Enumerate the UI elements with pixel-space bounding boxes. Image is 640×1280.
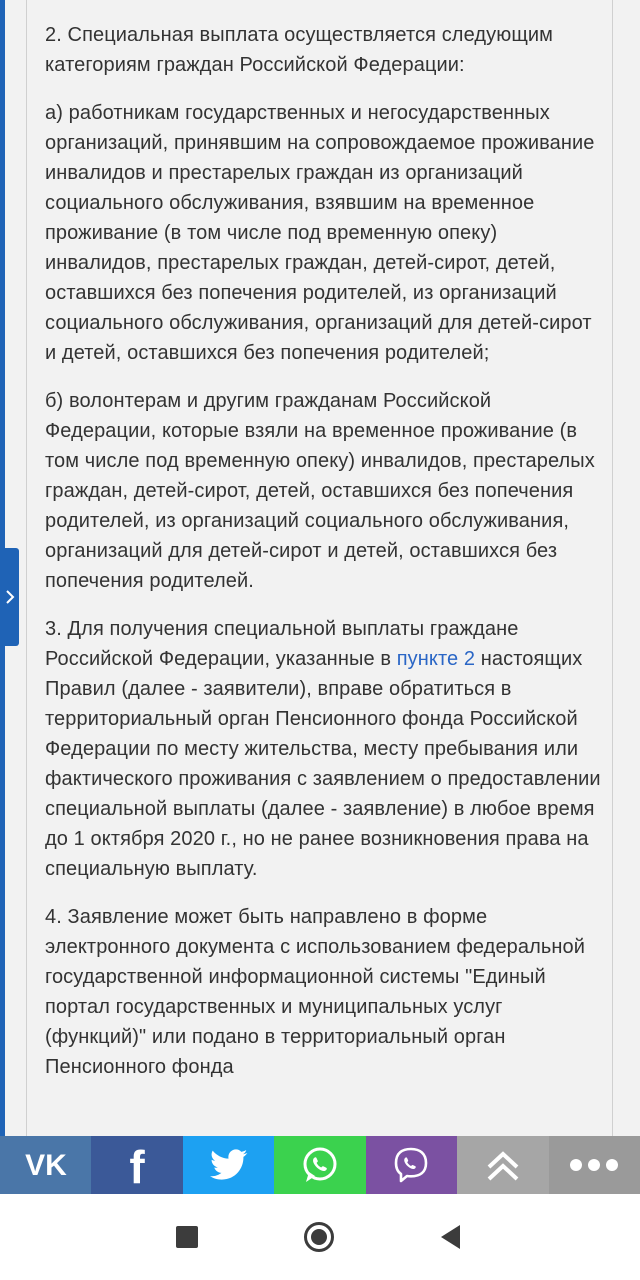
svg-text:VK: VK	[24, 1150, 67, 1180]
share-twitter-button[interactable]	[183, 1136, 274, 1194]
scroll-top-button[interactable]	[457, 1136, 548, 1194]
share-bar	[0, 1136, 640, 1194]
vk-icon	[22, 1150, 70, 1180]
paragraph-2a: а) работникам государственных и негосударственных организаций, принявшим на сопровождаемое проживание инвалидов и престарелых граждан из организаций социального обслуживания, взявшим на временное проживание (в том числе под временную опеку) инвалидов, престарелых граждан, детей-сирот, детей, оставшихся без попечения родителей, из организаций социального обслуживания, организаций для детей-сирот и детей, оставшихся без попечения родителей;	[45, 102, 595, 364]
share-whatsapp-button[interactable]	[274, 1136, 365, 1194]
content-border-right	[612, 0, 613, 1136]
paragraph-3	[45, 614, 605, 884]
paragraph-2: 2. Специальная выплата осуществляется следующим категориям граждан Российской Федерации:	[45, 24, 554, 76]
paragraph-4: 4. Заявление может быть направлено в форме электронного документа с использованием федеральной государственной информационной системы "Единый портал государственных и муниципальных услуг (функций)" или подано в территориальный орган Пенсионного фонда	[45, 906, 586, 1078]
link-paragraph-2[interactable]: пункте 2	[396, 648, 476, 670]
circle-icon	[303, 1221, 335, 1253]
nav-back-button[interactable]	[440, 1224, 462, 1255]
paragraph-2b: б) волонтерам и другим гражданам Российской Федерации, которые взяли на временное проживание (в том числе под временную опеку) инвалидов, престарелых граждан, детей-сирот, детей, оставшихся без попечения родителей, из организаций социального обслуживания, организаций для детей-сирот и детей, оставшихся без попечения родителей.	[45, 390, 595, 592]
viber-icon	[391, 1145, 431, 1185]
triangle-left-icon	[440, 1224, 462, 1250]
double-chevron-up-icon	[483, 1147, 523, 1183]
square-icon	[176, 1226, 198, 1248]
paragraph-3-text-end: настоящих Правил (далее - заявители), вправе обратиться в территориальный орган Пенсионного фонда Российской Федерации по месту жительства, месту пребывания или фактического проживания с заявлением о предоставлении специальной выплаты (далее - заявление) в любое время до 1 октября 2020 г., но не ранее возникновения права на специальную выплату.	[45, 648, 601, 880]
share-vk-button[interactable]	[0, 1136, 91, 1194]
share-facebook-button[interactable]	[91, 1136, 182, 1194]
content-border-left	[26, 0, 27, 1136]
system-navigation-bar	[0, 1194, 640, 1280]
svg-text:f: f	[129, 1143, 145, 1187]
nav-recent-button[interactable]	[176, 1226, 198, 1253]
side-panel-toggle[interactable]	[0, 548, 19, 646]
share-viber-button[interactable]	[366, 1136, 457, 1194]
paragraph-3-text-start: 3. Для получения специальной выплаты граждане Российской Федерации, указанные в	[45, 618, 519, 670]
twitter-icon	[210, 1149, 248, 1181]
more-button[interactable]	[549, 1136, 640, 1194]
whatsapp-icon	[300, 1145, 340, 1185]
document-content	[45, 20, 605, 1100]
more-dots-icon	[568, 1158, 620, 1172]
facebook-icon	[122, 1143, 152, 1187]
nav-home-button[interactable]	[303, 1221, 335, 1258]
chevron-right-icon	[5, 589, 15, 605]
